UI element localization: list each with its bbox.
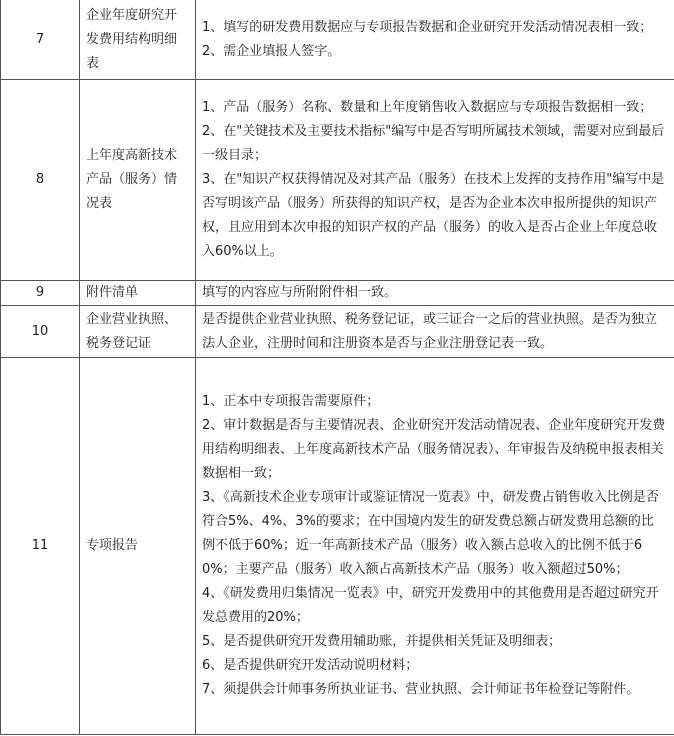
item-name: 上年度高新技术产品（服务）情况表 [80, 80, 196, 281]
requirement-line: 1、正本中专项报告需要原件； [202, 394, 380, 409]
requirement-line: 4、《研发费用归集情况一览表》中，研究开发费用中的其他费用是否超过研究开发总费用的20%； [202, 586, 659, 625]
requirement-line: 1、产品（服务）名称、数量和上年度销售收入数据应与专项报告数据相一致； [202, 100, 653, 115]
review-requirements [196, 0, 674, 80]
item-name: 企业营业执照、税务登记证 [80, 306, 196, 358]
review-requirements [196, 281, 674, 306]
table-row [1, 306, 674, 358]
requirement-line: 1、填写的研发费用数据应与专项报告数据和企业研究开发活动情况表相一致； [202, 19, 653, 35]
requirement-line: 是否提供企业营业执照、税务登记证，或三证合一之后的营业执照。是否为独立法人企业，注册时间和注册资本是否与企业注册登记表一致。 [202, 311, 658, 351]
requirement-line: 3、《高新技术企业专项审计或鉴证情况一览表》中，研发费占销售收入比例是否符合5%、4%、3%的要求；在中国境内发生的研发费总额占研发费用总额的比例不低于60%；近一年高新技术产品（服务）收入额占总收入的比例不低于60%；主要产品（服务）收入额占高新技术产品（服务）收入额超过50%； [202, 490, 659, 577]
item-name: 企业年度研究开发费用结构明细表 [80, 0, 196, 80]
requirement-line: 6、是否提供研究开发活动说明材料； [202, 658, 419, 673]
table-row [1, 0, 674, 80]
requirement-line: 2、审计数据是否与主要情况表、企业研究开发活动情况表、企业年度研究开发费用结构明细表、上年度高新技术产品（服务情况表）、年审报告及纳税申报表相关数据相一致； [202, 418, 666, 481]
review-requirements [196, 306, 674, 358]
requirement-line: 3、在"知识产权获得情况及对其产品（服务）在技术上发挥的支持作用"编写中是否写明该产品（服务）所获得的知识产权，是否为企业本次申报所提供的知识产权，且应用到本次申报的知识产权的产品（服务）的收入是否占企业上年度总收入60%以上。 [202, 172, 665, 259]
table-row [1, 358, 674, 735]
item-name: 专项报告 [80, 358, 196, 735]
row-number: 7 [1, 0, 80, 80]
review-requirements [196, 80, 674, 281]
item-name: 附件清单 [80, 281, 196, 306]
row-number: 9 [1, 281, 80, 306]
table-row [1, 80, 674, 281]
table-row [1, 281, 674, 306]
requirement-line: 2、在"关键技术及主要技术指标"编写中是否写明所属技术领域，需要对应到最后一级目录； [202, 124, 665, 163]
row-number: 10 [1, 306, 80, 358]
row-number: 11 [1, 358, 80, 735]
requirement-line: 7、须提供会计师事务所执业证书、营业执照、会计师证书年检登记等附件。 [202, 682, 640, 697]
requirement-line: 2、需企业填报人签字。 [202, 43, 341, 59]
review-requirements [196, 358, 674, 735]
requirement-line: 填写的内容应与所附附件相一致。 [202, 285, 398, 300]
row-number: 8 [1, 80, 80, 281]
requirement-line: 5、是否提供研究开发费用辅助账，并提供相关凭证及明细表； [202, 634, 562, 649]
